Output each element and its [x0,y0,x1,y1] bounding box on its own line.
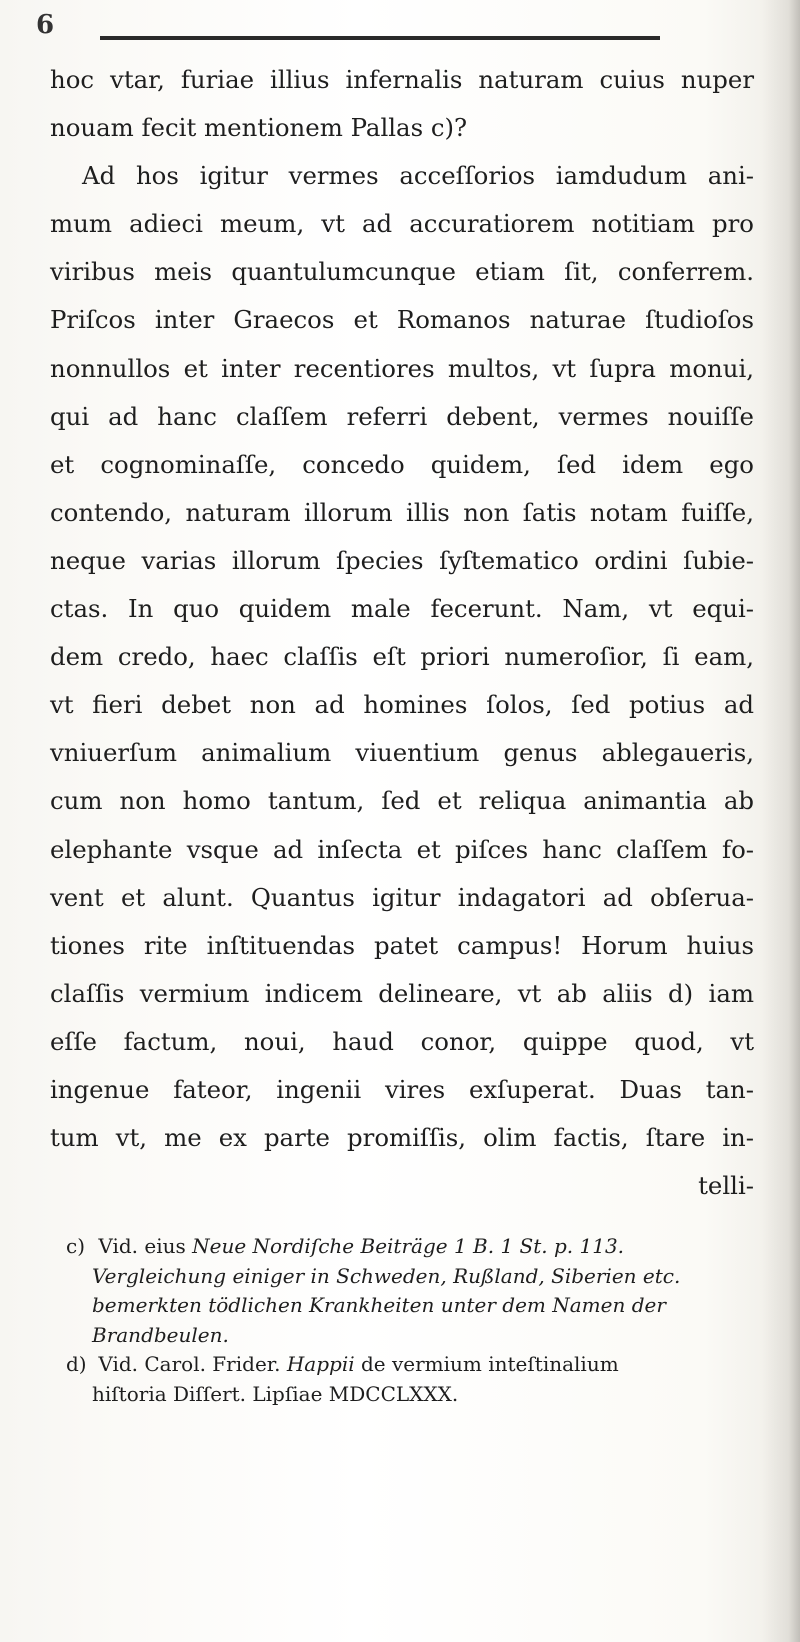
text-line: mum adieci meum, vt ad accuratiorem notitiam pro [50,209,754,239]
body-text [50,56,754,1210]
footnote-author: Happii [286,1352,355,1376]
text-line: claſſis vermium indicem delineare, vt ab aliis d) iam [50,978,754,1008]
header-rule [100,36,660,40]
footnote-title: bemerkten tödlichen Krankheiten unter dem Namen der [92,1293,666,1317]
footnote-text: de vermium inteſtinalium [360,1352,619,1376]
footnote-title: Neue Nordiſche Beiträge 1 B. 1 St. p. 113. [192,1234,625,1258]
text-line: ctas. In quo quidem male fecerunt. Nam, vt equi- [50,594,754,624]
footnote-title: Brandbeulen. [92,1322,229,1347]
text-line: tum vt, me ex parte promiſſis, olim factis, ſtare in- [50,1123,754,1153]
text-line: viribus meis quantulumcunque etiam ſit, conferrem. [50,257,754,287]
text-line: cum non homo tantum, ſed et reliqua animantia ab [50,786,754,816]
footnote-text: Vid. Carol. Frider. [98,1352,281,1376]
text-line: nouam fecit mentionem Pallas c)? [50,113,468,143]
text-line: vent et alunt. Quantus igitur indagatori ad obſerua- [50,882,754,912]
text-line: nonnullos et inter recentiores multos, vt ſupra monui, [50,353,754,383]
footnote-d [66,1350,756,1380]
page-gutter-shadow [762,0,800,1642]
footnotes [66,1232,756,1409]
text-line: vt fieri debet non ad homines ſolos, ſed potius ad [50,690,754,720]
text-line: hoc vtar, furiae illius infernalis naturam cuius nuper [50,65,754,94]
text-line: tiones rite inſtituendas patet campus! Horum huius [50,930,754,960]
text-line: eſſe factum, noui, haud conor, quippe quod, vt [50,1026,754,1056]
footnote-label: c) [66,1234,86,1258]
text-line: qui ad hanc claſſem referri debent, vermes nouiſſe [50,401,754,431]
text-line: contendo, naturam illorum illis non ſatis notam fuiſſe, [50,497,754,527]
text-line: ingenue fateor, ingenii vires exſuperat. Duas tan- [50,1074,754,1104]
catchword: telli- [698,1171,754,1201]
footnote-line [66,1321,756,1351]
footnote-label: d) [66,1352,87,1376]
text-line: neque varias illorum ſpecies ſyſtematico ordini ſubie- [50,545,754,575]
footnote-line: hiſtoria Diſſert. Lipſiae MDCCLXXX. [92,1381,459,1406]
text-line: Ad hos igitur vermes acceſſorios iamdudum ani- [82,161,754,191]
text-line: vniuerſum animalium viuentium genus ablegaueris, [50,738,754,768]
footnote-line [66,1262,756,1292]
text-line: dem credo, haec claſſis eſt priori numeroſior, ſi eam, [50,642,754,672]
text-line: et cognominaſſe, concedo quidem, ſed idem ego [50,449,754,479]
text-line: Priſcos inter Graecos et Romanos naturae ſtudioſos [50,305,754,335]
text-line: elephante vsque ad inſecta et piſces hanc claſſem fo- [50,834,754,864]
footnote-title: Vergleichung einiger in Schweden, Rußland, Siberien etc. [92,1263,681,1288]
page-number: 6 [36,10,55,40]
footnote-text: Vid. eius [98,1234,186,1258]
footnote-line [66,1291,756,1321]
footnote-c [66,1232,756,1262]
